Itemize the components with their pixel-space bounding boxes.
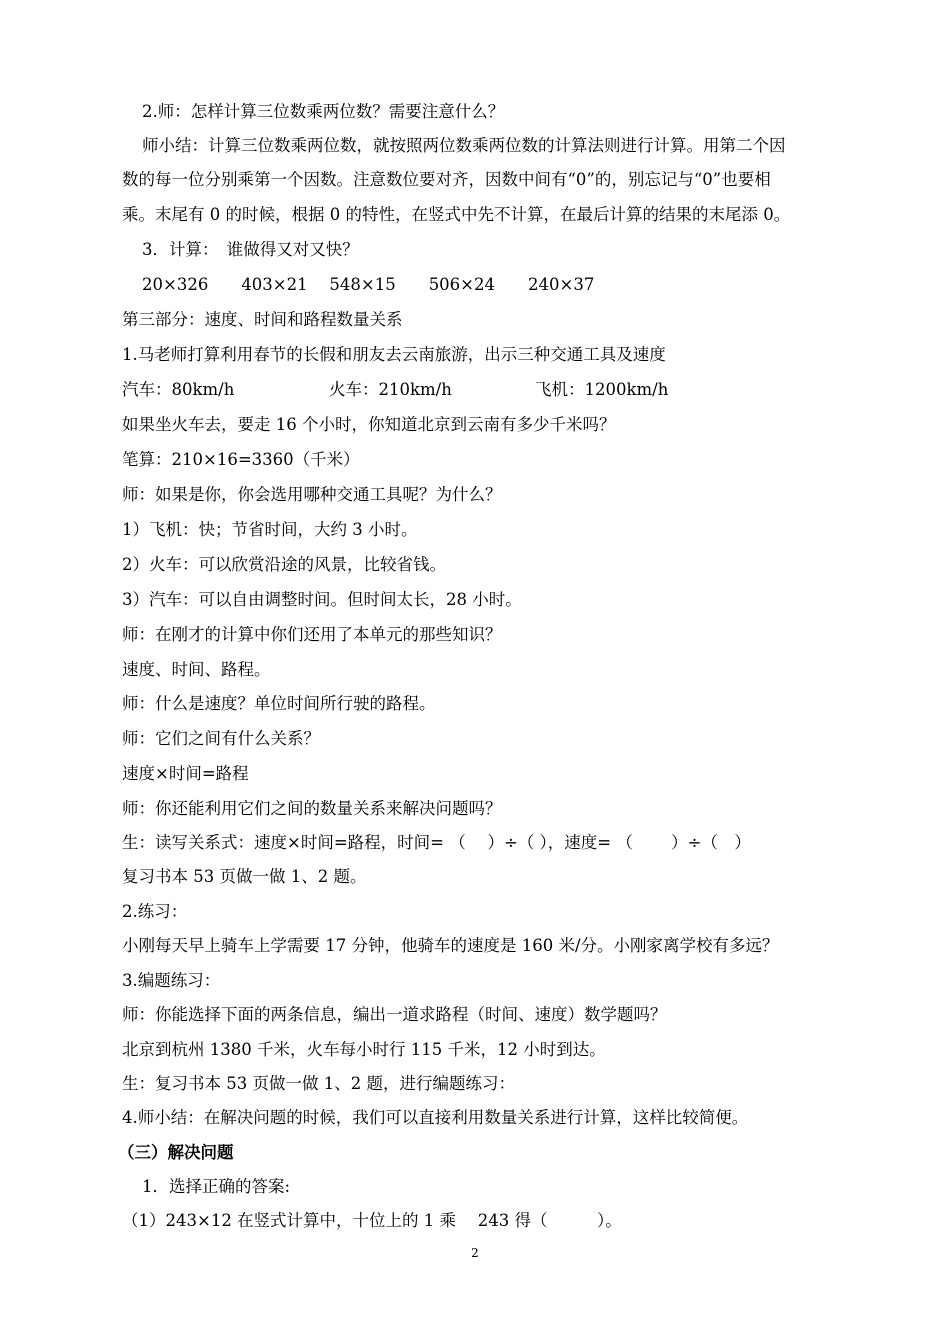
calc-heading: 3．计算： 谁做得又对又快？	[142, 240, 359, 259]
answer-car: 3）汽车：可以自由调整时间。但时间太长，28 小时。	[122, 590, 522, 609]
practice-problem: 小刚每天早上骑车上学需要 17 分钟，他骑车的速度是 160 米/分。小刚家离学校有多远？	[122, 936, 779, 955]
compose-question: 师：你能选择下面的两条信息，编出一道求路程（时间、速度）数学题吗？	[122, 1005, 667, 1024]
teacher-question-choice: 师：如果是你，你会选用哪种交通工具呢？为什么？	[122, 485, 502, 504]
teacher-question-relation: 师：它们之间有什么关系？	[122, 729, 320, 748]
calc-problems: 20×326 403×21 548×15 506×24 240×37	[142, 275, 595, 294]
section-solve-heading: （三）解决问题	[118, 1143, 234, 1162]
teacher-speed-definition: 师：什么是速度？单位时间所行驶的路程。	[122, 694, 436, 713]
compose-info: 北京到杭州 1380 千米，火车每小时行 115 千米，12 小时到达。	[122, 1040, 606, 1059]
summary-4: 4.师小结：在解决问题的时候，我们可以直接利用数量关系进行计算，这样比较简便。	[122, 1108, 749, 1127]
summary-line-3: 乘。末尾有 0 的时候，根据 0 的特性，在竖式中先不计算，在最后计算的结果的末尾添 0。	[122, 205, 791, 224]
page-number: 2	[471, 1246, 479, 1260]
vehicle-train: 火车：210km/h	[329, 380, 452, 399]
vehicle-plane: 飞机：1200km/h	[535, 380, 669, 399]
choice-question-1: （1）243×12 在竖式计算中，十位上的 1 乘 243 得（ ）。	[122, 1211, 622, 1230]
train-question: 如果坐火车去，要走 16 个小时，你知道北京到云南有多少千米吗？	[122, 415, 616, 434]
summary-line-2: 数的每一位分别乘第一个因数。注意数位要对齐，因数中间有“0”的，别忘记与“0”也要相	[122, 170, 771, 189]
compose-heading: 3.编题练习：	[122, 971, 221, 990]
answer-plane: 1）飞机：快；节省时间，大约 3 小时。	[122, 520, 418, 539]
summary-line-1: 师小结：计算三位数乘两位数，就按照两位数乘两位数的计算法则进行计算。用第二个因	[142, 136, 786, 155]
student-formulas: 生：读写关系式：速度×时间=路程，时间= （ ）÷（ ），速度= （ ）÷（ ）	[122, 833, 751, 852]
choose-answer-heading: 1．选择正确的答案:	[142, 1177, 291, 1196]
answer-knowledge: 速度、时间、路程。	[122, 660, 271, 679]
student-compose: 生：复习书本 53 页做一做 1、2 题，进行编题练习：	[122, 1074, 515, 1093]
practice-heading: 2.练习：	[122, 902, 188, 921]
written-calc: 笔算：210×16=3360（千米）	[122, 450, 360, 469]
review-book: 复习书本 53 页做一做 1、2 题。	[122, 867, 367, 886]
vehicle-car: 汽车：80km/h	[122, 380, 235, 399]
question-2: 2.师：怎样计算三位数乘两位数？需要注意什么？	[142, 102, 505, 121]
teacher-question-solve: 师：你还能利用它们之间的数量关系来解决问题吗？	[122, 799, 502, 818]
teacher-question-knowledge: 师：在刚才的计算中你们还用了本单元的那些知识？	[122, 625, 502, 644]
travel-intro: 1.马老师打算利用春节的长假和朋友去云南旅游，出示三种交通工具及速度	[122, 345, 666, 364]
section-three-heading: 第三部分：速度、时间和路程数量关系	[122, 310, 403, 329]
answer-train: 2）火车：可以欣赏沿途的风景，比较省钱。	[122, 555, 446, 574]
relation-formula: 速度×时间=路程	[122, 764, 249, 783]
